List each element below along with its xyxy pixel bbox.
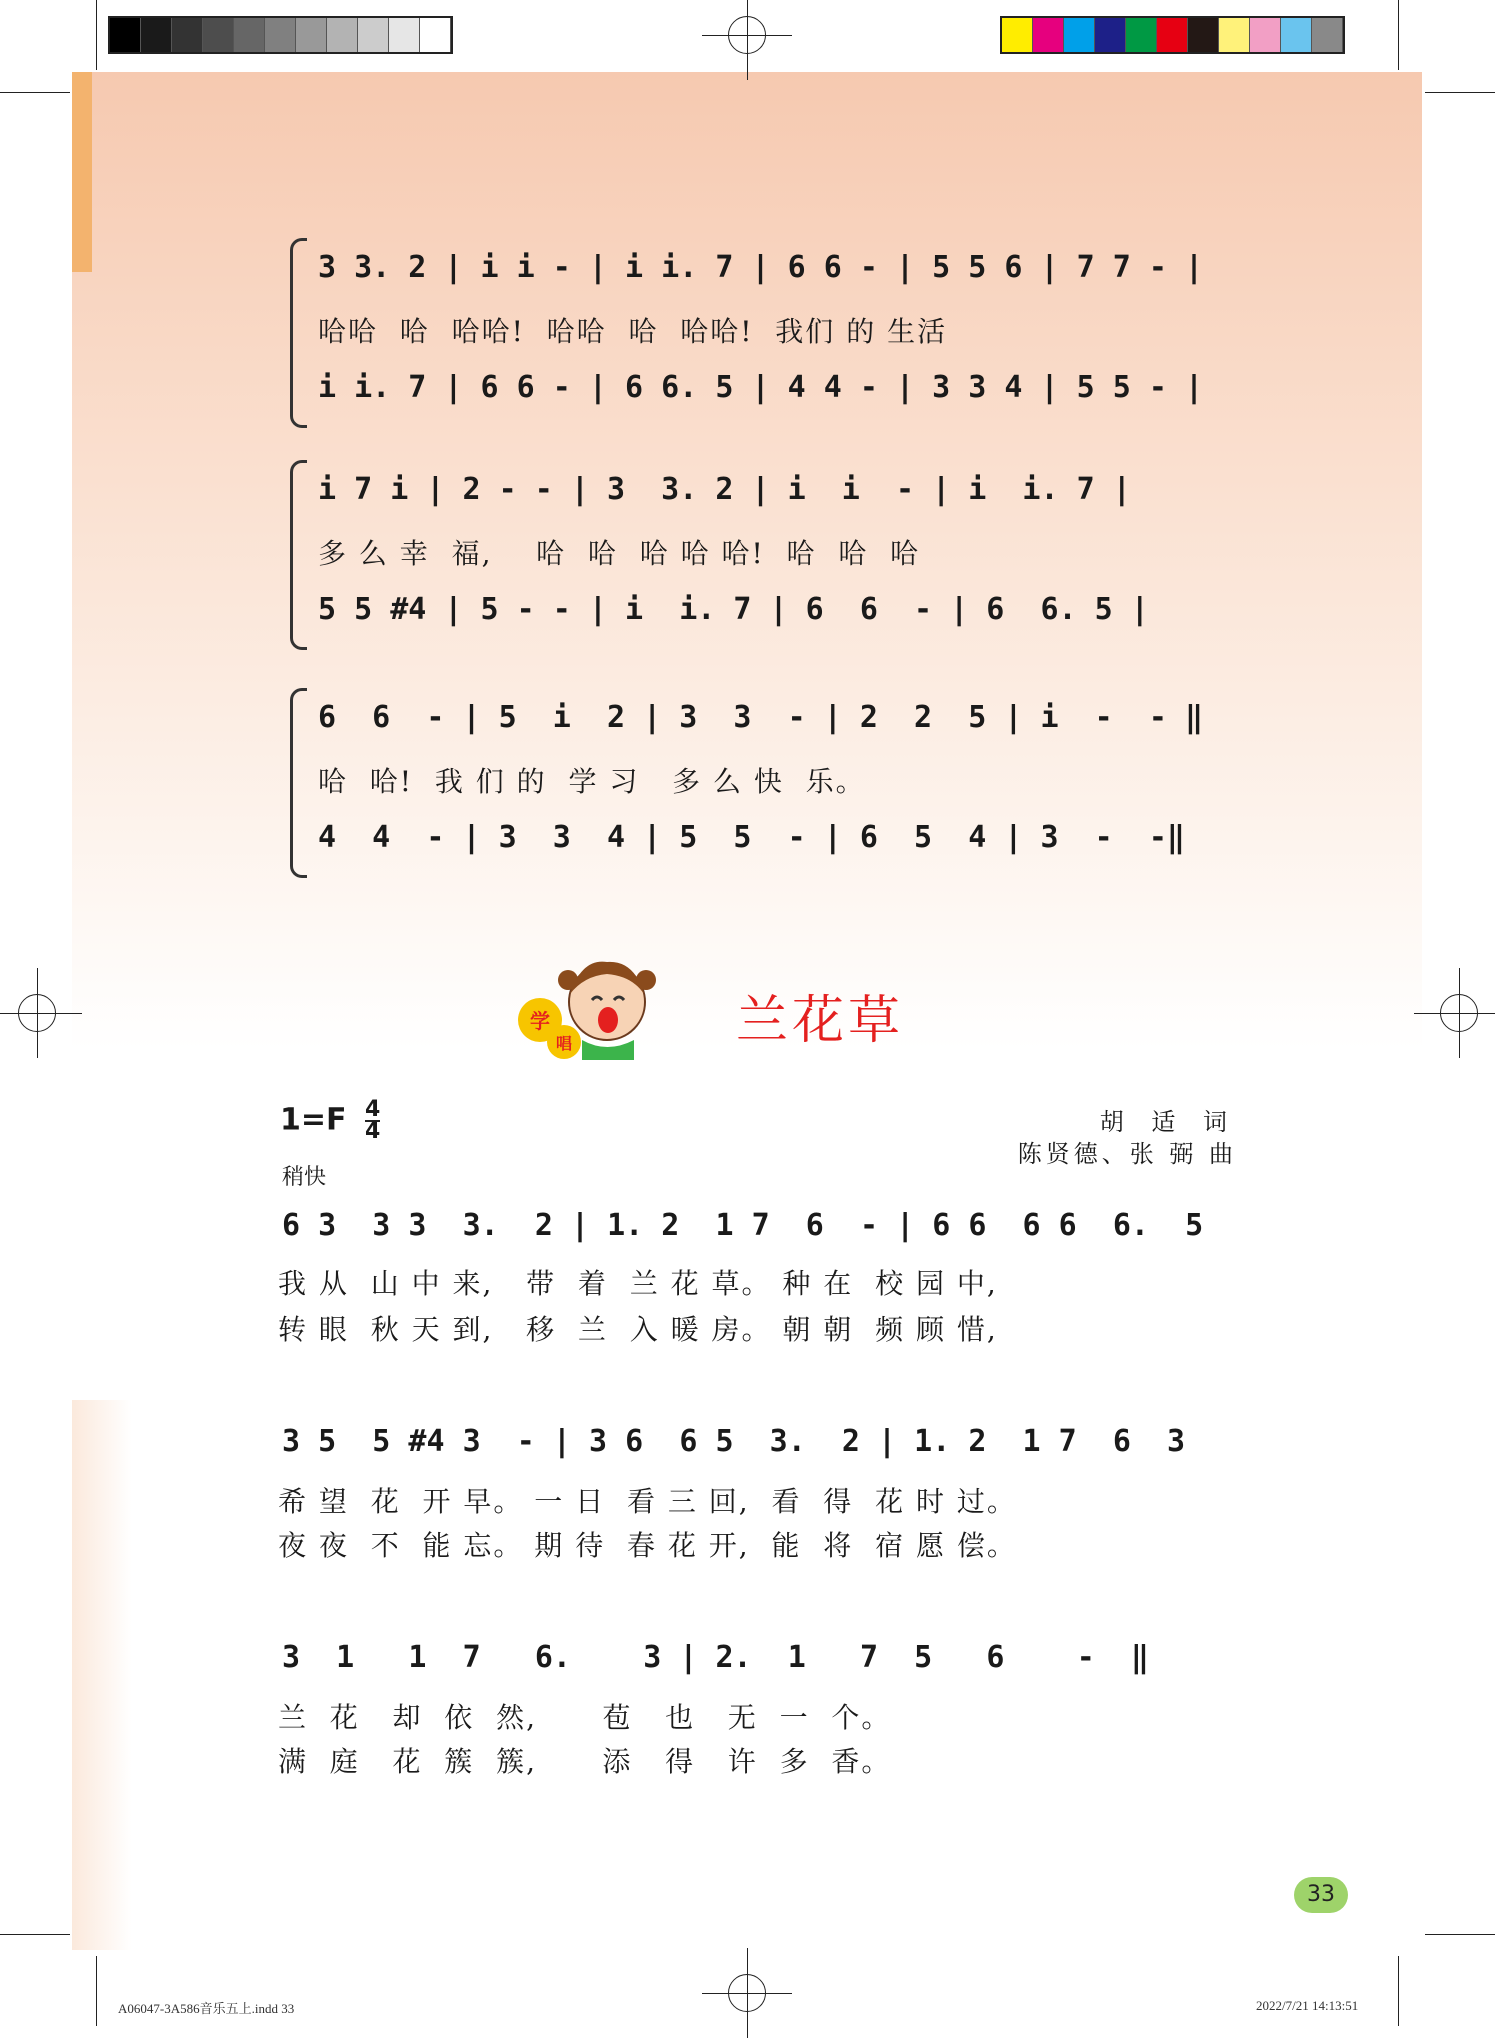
crop-mark-tr-v [1398, 0, 1399, 70]
gray-calibration-bar [108, 16, 453, 54]
gray-swatch [389, 18, 420, 52]
crop-mark-bl-h [0, 1934, 70, 1935]
gray-swatch [172, 18, 203, 52]
learn-to-sing-mascot [512, 950, 662, 1060]
song-line-2-verse-2: 夜 夜 不 能 忘。 期 待 春 花 开, 能 将 宿 愿 偿。 [278, 1529, 1017, 1562]
key-signature [280, 1097, 381, 1144]
lyricist-credit: 胡 适 词 [1099, 1108, 1237, 1136]
notes-lower: 4 4 - | 3 3 4 | 5 5 - | 6 5 4 | 3 - -‖ [318, 820, 1185, 855]
footer-timestamp: 2022/7/21 14:13:51 [1256, 1998, 1359, 2013]
gray-swatch [420, 18, 451, 52]
registration-mark-left [8, 984, 66, 1042]
lyrics: 哈 哈! 我 们 的 学 习 多 么 快 乐。 [318, 765, 866, 798]
song-line-3-notes: 3 1 1 7 6. 3 | 2. 1 7 5 6 - ‖ [282, 1640, 1149, 1675]
color-swatch [1064, 18, 1095, 52]
song-line-3-verse-2: 满 庭 花 簇 簇, 添 得 许 多 香。 [278, 1745, 892, 1778]
gray-swatch [110, 18, 141, 52]
notes-lower: 5 5 #4 | 5 - - | i i. 7 | 6 6 - | 6 6. 5 | [318, 592, 1149, 627]
system-brace [290, 238, 307, 428]
color-swatch [1157, 18, 1188, 52]
lyrics: 多 么 幸 福, 哈 哈 哈 哈 哈! 哈 哈 哈 [318, 537, 921, 570]
song-line-2-notes: 3 5 5 #4 3 - | 3 6 6 5 3. 2 | 1. 2 1 7 6 3 [282, 1424, 1186, 1459]
badge-text-1: 学 [530, 1009, 550, 1033]
gray-swatch [203, 18, 234, 52]
notes-lower: i i. 7 | 6 6 - | 6 6. 5 | 4 4 - | 3 3 4 | 5 5 - | [318, 370, 1204, 405]
song-line-1-verse-1: 我 从 山 中 来, 带 着 兰 花 草。 种 在 校 园 中, [278, 1267, 998, 1300]
color-swatch [1219, 18, 1250, 52]
key-label: 1=F [280, 1102, 347, 1138]
color-swatch [1281, 18, 1312, 52]
gray-swatch [327, 18, 358, 52]
system-brace [290, 688, 307, 878]
color-swatch [1312, 18, 1343, 52]
crop-mark-tr-h [1425, 92, 1495, 93]
lyrics: 哈哈 哈 哈哈! 哈哈 哈 哈哈! 我们 的 生活 [318, 315, 948, 348]
registration-mark-top [718, 6, 776, 64]
color-swatch [1188, 18, 1219, 52]
time-signature [364, 1097, 381, 1144]
time-top: 4 [364, 1097, 381, 1122]
notes-upper: i 7 i | 2 - - | 3 3. 2 | i i - | i i. 7 | [318, 472, 1131, 507]
crop-mark-tl-h [0, 92, 70, 93]
song-line-3-verse-1: 兰 花 却 依 然, 苞 也 无 一 个。 [278, 1701, 892, 1734]
color-swatch [1250, 18, 1281, 52]
system-3 [290, 680, 1230, 880]
notes-upper: 3 3. 2 | i i - | i i. 7 | 6 6 - | 5 5 6 | 7 7 - | [318, 250, 1204, 285]
song-line-2-verse-1: 希 望 花 开 早。 一 日 看 三 回, 看 得 花 时 过。 [278, 1485, 1017, 1518]
gray-swatch [265, 18, 296, 52]
song-line-1-notes: 6 3 3 3 3. 2 | 1. 2 1 7 6 - | 6 6 6 6 6. 5 [282, 1208, 1204, 1243]
song-line-1-verse-2: 转 眼 秋 天 到, 移 兰 入 暖 房。 朝 朝 频 顾 惜, [278, 1313, 998, 1346]
color-calibration-bar [1000, 16, 1345, 54]
crop-mark-bl-v [96, 1956, 97, 2026]
system-1 [290, 230, 1230, 430]
left-fade [72, 1400, 132, 1950]
song-title: 兰花草 [736, 991, 905, 1051]
system-2 [290, 452, 1230, 652]
color-swatch [1126, 18, 1157, 52]
notes-upper: 6 6 - | 5 i 2 | 3 3 - | 2 2 5 | i - - ‖ [318, 700, 1204, 735]
gray-swatch [358, 18, 389, 52]
color-swatch [1033, 18, 1064, 52]
time-bottom: 4 [364, 1119, 381, 1144]
tempo-marking: 稍快 [282, 1165, 327, 1190]
color-swatch [1002, 18, 1033, 52]
color-swatch [1095, 18, 1126, 52]
gray-swatch [234, 18, 265, 52]
gray-swatch [141, 18, 172, 52]
crop-mark-br-v [1398, 1956, 1399, 2026]
footer-file-info: A06047-3A586音乐五上.indd 33 [118, 2001, 295, 2016]
page-number-badge: 33 [1294, 1877, 1348, 1913]
gray-swatch [296, 18, 327, 52]
left-accent-strip [72, 72, 92, 272]
registration-mark-bottom [718, 1964, 776, 2022]
composer-credit: 陈贤德、张 弼 曲 [1017, 1140, 1237, 1168]
crop-mark-br-h [1425, 1934, 1495, 1935]
system-brace [290, 460, 307, 650]
crop-mark-tl-v [96, 0, 97, 70]
badge-text-2: 唱 [555, 1034, 573, 1053]
registration-mark-right [1430, 984, 1488, 1042]
